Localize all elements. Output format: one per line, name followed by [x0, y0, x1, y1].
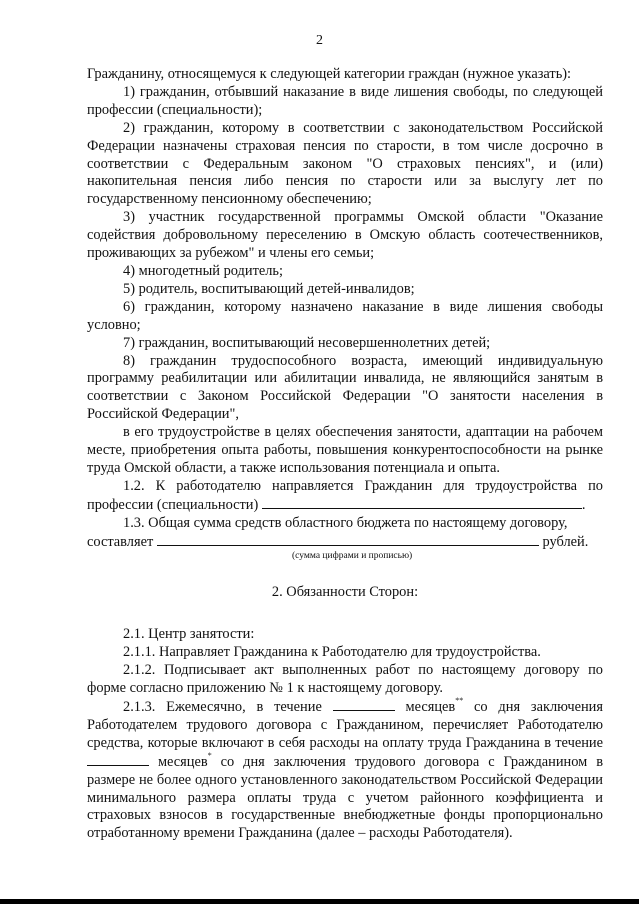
category-6: 6) гражданин, которому назначено наказание в виде лишения свободы условно;: [87, 298, 603, 333]
document-body: [87, 66, 603, 843]
clause-1-3-suffix: рублей.: [542, 533, 589, 550]
clause-2-1-3-part1: 2.1.3. Ежемесячно, в течение: [123, 699, 322, 715]
clause-2-1-3-part4: месяцев: [157, 753, 208, 770]
intro-paragraph: Гражданину, относящемуся к следующей категории граждан (нужное указать):: [87, 66, 572, 82]
months-blank-field-1[interactable]: [333, 698, 395, 711]
clause-2-1-3-part5: со дня заключения трудового договора с Гражданином в размере не более одного установленного законодательством Российской Федерации минимального размера оплаты труда с учетом районного коэффициента и страховых взносов в государственные внебюджетные фонды пропорционально отработанному времени Гражданина (далее – расходы Работодателя).: [87, 753, 603, 842]
category-8: 8) гражданин трудоспособного возраста, имеющий индивидуальную программу реабилитации или абилитации инвалида, не являющийся занятым в соответствии с Законом Российской Федерации "О занятости населения в Российской Федерации",: [87, 352, 603, 423]
clause-2-1-2: 2.1.2. Подписывает акт выполненных работ по настоящему договору по форме согласно приложению № 1 к настоящему договору.: [87, 662, 603, 697]
category-4: 4) многодетный родитель;: [123, 262, 283, 279]
page-number: 2: [316, 33, 323, 48]
clause-2-1-3-part2: месяцев: [405, 699, 456, 715]
scan-edge-bar: [0, 899, 639, 904]
category-1: 1) гражданин, отбывший наказание в виде лишения свободы, по следующей профессии (специальности);: [87, 83, 603, 118]
footnote-mark-single: *: [207, 750, 212, 760]
amount-blank-field[interactable]: [157, 533, 539, 546]
amount-caption: (сумма цифрами и прописью): [292, 551, 413, 562]
profession-blank-field[interactable]: [262, 496, 582, 509]
clause-2-1-3-part3: со дня заключения Работодателем трудового договора с Гражданином, перечисляет Работодателю средства, которые включают в себя расходы на оплату труда Гражданина в течение: [87, 699, 603, 751]
clause-1-3-line1: 1.3. Общая сумма средств областного бюджета по настоящему договору,: [123, 514, 568, 531]
section-2-title: 2. Обязанности Сторон:: [271, 584, 419, 601]
clause-1-2-end: .: [581, 496, 586, 513]
footnote-mark-double: **: [455, 696, 464, 706]
clause-2-1: 2.1. Центр занятости:: [123, 626, 255, 643]
clause-1-2-text: 1.2. К работодателю направляется Гражданин для трудоустройства по профессии (специальности): [87, 477, 603, 513]
category-3: 3) участник государственной программы Омской области "Оказание содействия добровольному переселению в Омскую область соотечественников, проживающих за рубежом" и члены его семьи;: [87, 209, 603, 262]
clause-2-1-1: 2.1.1. Направляет Гражданина к Работодателю для трудоустройства.: [123, 644, 541, 661]
category-2: 2) гражданин, которому в соответствии с законодательством Российской Федерации назначены страховая пенсия по старости, в том числе досрочно в соответствии с Федеральным законом "О страховых пенсиях", и (или) накопительная пенсия либо пенсия по старости или за выслугу лет по государственному пенсионному обеспечению;: [87, 119, 603, 208]
clause-1-3-prefix: составляет: [87, 533, 154, 550]
clause-1-2: [87, 478, 603, 515]
category-7: 7) гражданин, воспитывающий несовершеннолетних детей;: [123, 334, 491, 351]
clause-2-1-3: [87, 698, 603, 843]
purpose-paragraph: в его трудоустройстве в целях обеспечения занятости, адаптации на рабочем месте, приобретения опыта работы, повышения конкурентоспособности на рынке труда Омской области, а также использования потенциала и опыта.: [87, 424, 603, 476]
clause-1-3: [87, 515, 603, 533]
clause-1-3-amount-line: [87, 533, 603, 552]
category-5: 5) родитель, воспитывающий детей-инвалидов;: [123, 280, 415, 297]
months-blank-field-2[interactable]: [87, 753, 149, 766]
